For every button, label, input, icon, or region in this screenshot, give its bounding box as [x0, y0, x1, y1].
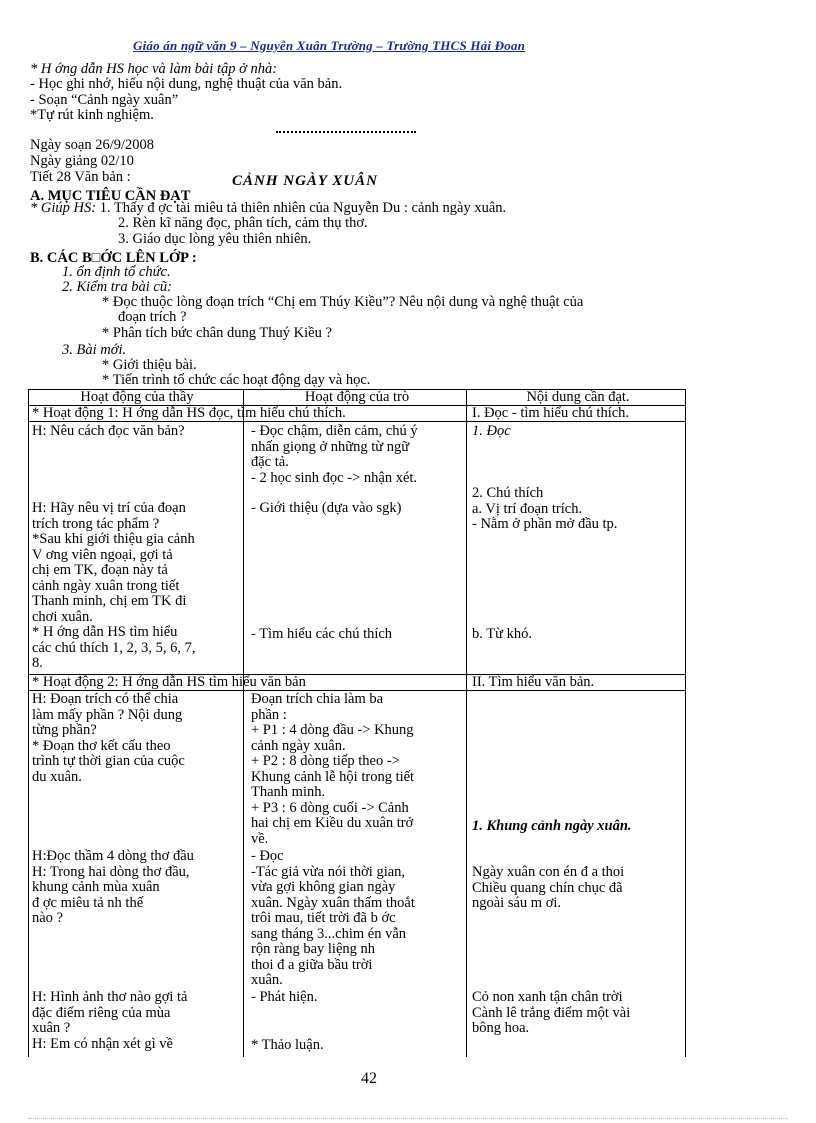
page-header: Giáo án ngữ văn 9 – Nguyễn Xuân Trường – Trường THCS Hải Đoan	[133, 38, 526, 53]
column-divider	[466, 390, 467, 1057]
activity-2-heading: * Hoạt động 2: H ớng dẫn HS tìm hiểu văn bản	[32, 675, 306, 690]
activity-1-heading: * Hoạt động 1: H ớng dẫn HS đọc, tìm hiểu chú thích.	[32, 406, 346, 421]
teacher-question: H: Hãy nêu vị trí của đoạn trích trong tác phẩm ? *Sau khi giới thiệu gia cảnh V ơng viên ngoại, gợi tả chị em TK, đoạn này tả cảnh ngày xuân trong tiết Thanh minh, chị em TK đi chơi xuân. * H ớng dẫn HS tìm hiểu các chú thích 1, 2, 3, 5, 6, 7, 8.	[32, 500, 196, 671]
check-question-1-cont: đoạn trích ?	[118, 309, 187, 325]
separator-dots	[276, 131, 416, 133]
teacher-question: H:Đọc thầm 4 dòng thơ đầu H: Trong hai dòng thơ đầu, khung cảnh mùa xuân đ ợc miêu tả nh thế nào ?	[32, 848, 194, 926]
section-a-goal-1: * Giúp HS: 1. Thấy đ ợc tài miêu tả thiên nhiên của Nguyễn Du : cảnh ngày xuân.	[30, 200, 507, 216]
new-lesson-1: * Giới thiệu bài.	[102, 357, 197, 373]
homework-item: *Tự rút kinh nghiệm.	[30, 107, 154, 123]
section-b-step-3: 3. Bài mới.	[62, 342, 127, 358]
check-question-1: * Đọc thuộc lòng đoạn trích “Chị em Thúy Kiều”? Nêu nội dung và nghệ thuật của	[102, 294, 584, 310]
content-heading: 1. Khung cảnh ngày xuân.	[472, 818, 632, 834]
student-activity: - Đọc chậm, diễn cảm, chú ý nhấn giọng ở những từ ngữ đặc tả. - 2 học sinh đọc -> nhận xét.	[251, 423, 418, 486]
content-note: Ngày xuân con én đ a thoi Chiều quang chín chục đã ngoài sáu m ơi.	[472, 864, 625, 911]
table-header-student: Hoạt động của trò	[304, 389, 410, 405]
teacher-question: H: Hình ảnh thơ nào gợi tả đặc điểm riêng của mùa xuân ? H: Em có nhận xét gì về	[32, 989, 188, 1052]
content-note: 2. Chú thích a. Vị trí đoạn trích. - Nằm ở phần mở đầu tp.	[472, 485, 618, 532]
content-note: b. Từ khó.	[472, 626, 532, 642]
new-lesson-2: * Tiến trình tổ chức các hoạt động dạy và học.	[102, 372, 371, 388]
content-note: Cỏ non xanh tận chân trời Cành lê trắng điểm một vài bông hoa.	[472, 989, 631, 1036]
teacher-question: H: Đoạn trích có thể chia làm mấy phần ? Nội dung từng phần? * Đoạn thơ kết cấu theo trình tự thời gian của cuộc du xuân.	[32, 691, 185, 785]
student-activity: - Tìm hiểu các chú thích	[251, 626, 393, 642]
teacher-question: H: Nêu cách đọc văn bản?	[32, 423, 185, 439]
student-activity: - Đọc -Tác giả vừa nói thời gian, vừa gợi không gian ngày xuân. Ngày xuân thấm thoắt trôi mau, tiết trời đã b ớc sang tháng 3...chim én vẫn rộn ràng bay liệng nh thoi đ a giữa bầu trời xuân.	[251, 848, 415, 988]
column-divider	[243, 390, 244, 1057]
section-a-heading: A. MỤC TIÊU CẦN ĐẠT	[30, 188, 191, 204]
student-activity: Đoạn trích chia làm ba phần : + P1 : 4 dòng đầu -> Khung cảnh ngày xuân. + P2 : 8 dòng tiếp theo -> Khung cảnh lễ hội trong tiết Thanh minh. + P3 : 6 dòng cuối -> Cảnh hai chị em Kiều du xuân trở về.	[251, 691, 415, 847]
homework-item: - Soạn “Cảnh ngày xuân”	[30, 92, 179, 108]
footer-rule	[28, 1118, 788, 1119]
check-question-2: * Phân tích bức chân dung Thuý Kiều ?	[102, 325, 332, 341]
section-b-step-1: 1. ổn định tổ chức.	[62, 264, 171, 280]
student-activity: - Phát hiện.	[251, 989, 318, 1005]
content-note: 1. Đọc	[472, 423, 511, 439]
lesson-title: CẢNH NGÀY XUÂN	[232, 173, 378, 189]
table-header-teacher: Hoạt động của thầy	[80, 389, 194, 405]
section-b-heading: B. CÁC B□ỚC LÊN LỚP :	[30, 250, 197, 266]
student-activity: - Giới thiệu (dựa vào sgk)	[251, 500, 402, 516]
section-b-step-2: 2. Kiểm tra bài cũ:	[62, 279, 172, 295]
page-number: 42	[361, 1070, 377, 1087]
section-a-goal-3: 3. Giáo dục lòng yêu thiên nhiên.	[118, 231, 312, 247]
activity-2-content-heading: II. Tìm hiểu văn bản.	[472, 674, 595, 690]
date-taught: Ngày giảng 02/10	[30, 153, 134, 169]
lesson-table	[28, 389, 686, 1057]
activity-1-content-heading: I. Đọc - tìm hiểu chú thích.	[472, 405, 630, 421]
table-header-content: Nội dung cần đạt.	[526, 389, 630, 405]
student-activity: * Thảo luận.	[251, 1037, 324, 1053]
homework-heading: * H ớng dẫn HS học và làm bài tập ở nhà:	[30, 61, 278, 77]
section-a-goal-2: 2. Rèn kĩ năng đọc, phân tích, cảm thụ thơ.	[118, 215, 368, 231]
lesson-period: Tiết 28 Văn bản :	[30, 169, 131, 185]
date-prepared: Ngày soạn 26/9/2008	[30, 137, 155, 153]
homework-item: - Học ghi nhớ, hiểu nội dung, nghệ thuật của văn bản.	[30, 76, 343, 92]
